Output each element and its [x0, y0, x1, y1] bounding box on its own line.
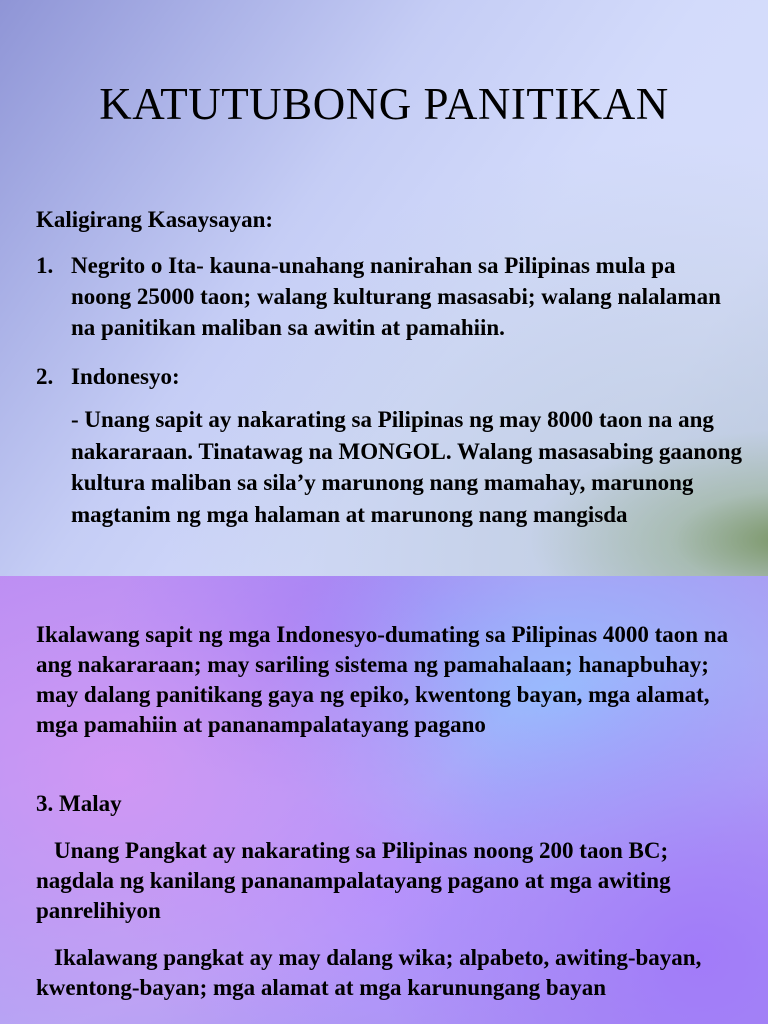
list-number: 2. [36, 364, 54, 389]
malay-heading: 3. Malay [36, 791, 122, 816]
slide-2 [0, 576, 768, 1024]
slide-title: KATUTUBONG PANITIKAN [99, 79, 669, 129]
history-list [36, 250, 736, 410]
list-item-text: Indonesyo: [71, 364, 180, 389]
ikalawang-pangkat-paragraph: Ikalawang pangkat ay may dalang wika; alpabeto, awiting-bayan, kwentong-bayan; mga alamat at mga karunungang bayan [36, 945, 702, 1000]
unang-pangkat-paragraph: Unang Pangkat ay nakarating sa Pilipinas noong 200 taon BC; nagdala ng kanilang pananampalatayang pagano at mga awiting panrelihiyon [36, 838, 671, 923]
list-item-text: Negrito o Ita- kauna-unahang nanirahan sa Pilipinas mula pa noong 25000 taon; walang kulturang masasabi; walang nalalaman na panitikan maliban sa awitin at pamahiin. [71, 253, 721, 340]
ikalawang-sapit-paragraph: Ikalawang sapit ng mga Indonesyo-dumating sa Pilipinas 4000 taon na ang nakararaan; may sariling sistema ng pamahalaan; hanapbuhay; may dalang panitikang gaya ng epiko, kwentong bayan, mga alamat, mga pamahiin at pananampalatayang pagano [36, 622, 729, 737]
indonesyo-description: - Unang sapit ay nakarating sa Pilipinas ng may 8000 taon na ang nakararaan. Tinatawag na MONGOL. Walang masasabing gaanong kultura maliban sa sila’y marunong nang mamahay, marunong magtanim ng mga halaman at marunong nang mangisda [71, 407, 742, 527]
list-item-2 [36, 361, 736, 392]
list-number: 1. [36, 253, 54, 278]
list-item-1 [36, 250, 736, 343]
section-heading: Kaligirang Kasaysayan: [36, 207, 274, 232]
